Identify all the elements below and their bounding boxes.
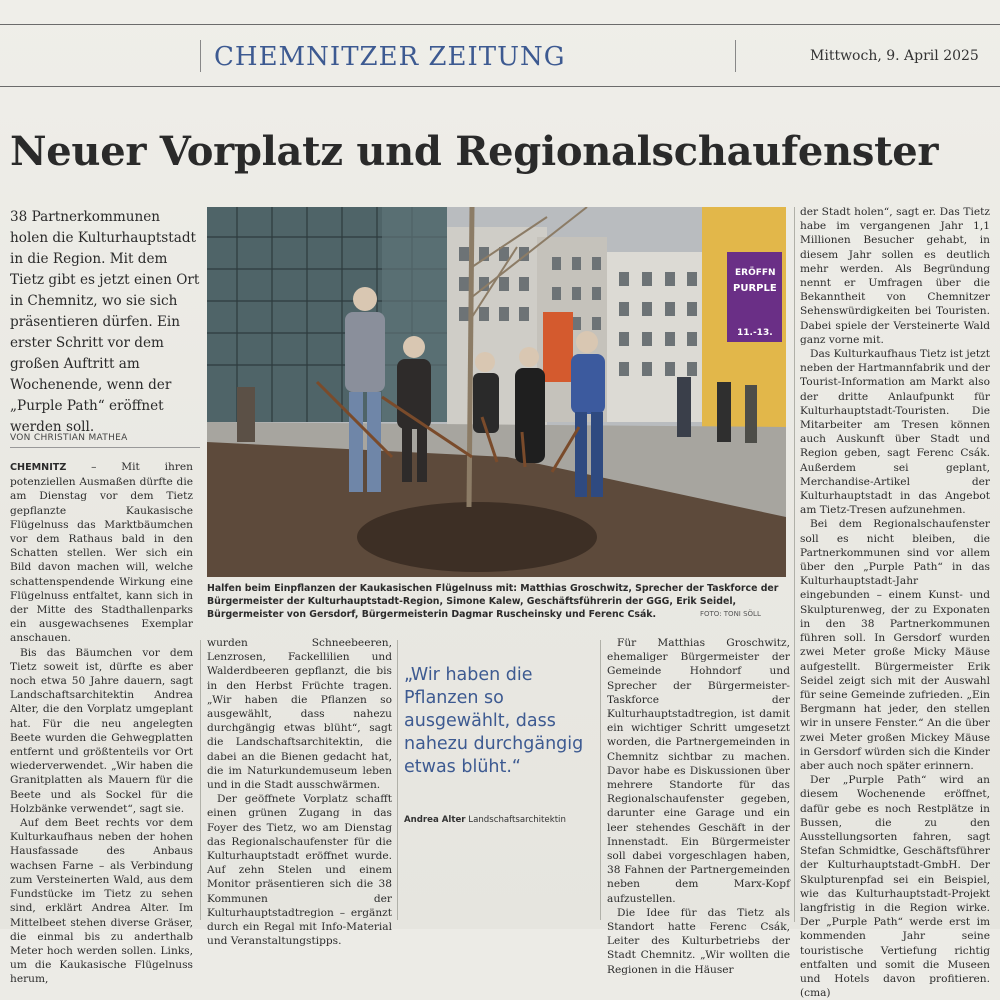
- pull-quote: „Wir haben die Pflanzen so ausgewählt, dass nahezu durchgängig etwas blüht.“: [404, 665, 584, 777]
- column-divider: [794, 207, 795, 922]
- paragraph: Die Idee für das Tietz als Standort hatte Ferenc Csák, Leiter des Kulturbetriebs der Stadt Chemnitz. „Wir wollten die Regionen in die Häuser: [607, 906, 790, 976]
- paragraph-text: – Mit ihren potenziellen Ausmaßen dürfte die am Dienstag vor dem Tietz gepflanzte Kaukasische Flügelnuss das Marktbäumchen vor dem Rathaus bald in den Schatten stellen. Wer sich ein Bild davon machen will, welche schattenspendende Wirkung eine Flügelnuss entfaltet, kann sich in der Mitte des Stadthallenparks ein ausgewachsenes Exemplar anschauen.: [10, 461, 193, 645]
- column-divider: [200, 640, 201, 920]
- paragraph: [10, 460, 193, 646]
- paragraph: Der geöffnete Vorplatz schafft einen grünen Zugang in das Foyer des Tietz, wo am Dienstag das Regionalschaufenster für die Kulturhauptstadt eröffnet wurde. Auf zehn Stelen und einem Monitor präsentieren sich die 38 Kommunen der Kulturhauptstadtregion – ergänzt durch ein Regal mit Info-Material und Veranstaltungstipps.: [207, 793, 392, 948]
- poster-text-3: 11.-13.: [737, 328, 773, 338]
- dateline: CHEMNITZ: [10, 462, 67, 473]
- byline: VON CHRISTIAN MATHEA: [10, 433, 200, 448]
- photo-illustration: [207, 207, 786, 577]
- issue-date: Mittwoch, 9. April 2025: [810, 48, 979, 64]
- paragraph: Auf dem Beet rechts vor dem Kulturkaufhaus neben der hohen Hausfassade des Anbaus wachsen Farne – als Verbindung zum Versteinerten Wald, aus dem Fundstücke im Tietz zu sehen sind, erklärt Andrea Alter. Im Mittelbeet stehen diverse Gräser, die einmal bis zu anderthalb Meter hoch werden sollen. Links, um die Kaukasische Flügelnuss herum,: [10, 817, 193, 986]
- article-photo: [207, 207, 786, 577]
- article-column-1: [10, 460, 193, 987]
- article-column-2: [207, 636, 392, 948]
- article-headline: Neuer Vorplatz und Regionalschaufenster: [10, 128, 939, 175]
- quote-author-name: Andrea Alter: [404, 815, 466, 825]
- column-divider: [397, 640, 398, 920]
- article-column-4: [800, 205, 990, 1000]
- paragraph: der Stadt holen“, sagt er. Das Tietz habe im vergangenen Jahr 1,1 Millionen Besucher gehabt, in diesem Jahr sollen es deutlich mehr werden. Als Begründung nennt er Umfragen über die Bekanntheit von Chemnitzer Sehenswürdigkeiten bei Touristen. Dabei spiele der Versteinerte Wald ganz vorne mit.: [800, 206, 990, 346]
- photo-caption: Halfen beim Einpflanzen der Kaukasischen Flügelnuss mit: Matthias Groschwitz, Sprecher der Taskforce der Bürgermeister der Kulturhauptstadt-Region, Simone Kalew, Geschäftsführerin der GGG, Erik Seidel, Bürgermeister von Gersdorf, Bürgermeisterin Dagmar Ruscheinsky und Ferenc Csák.: [207, 583, 779, 620]
- paragraph: Der „Purple Path“ wird an diesem Wochenende eröffnet, dafür gebe es noch Restplätze in Bussen, die zu den Ausstellungsorten fahren, sagt Stefan Schmidtke, Geschäftsführer der Kulturhauptstadt-GmbH. Der Skulpturenpfad sei ein Beispiel, wie das Kulturhauptstadt-Projekt langfristig in die Region wirke. Der „Purple Path“ werde erst im kommenden Jahr seine touristische Vertiefung richtig entfalten und somit die Museen und Hotels davon profitieren. (cma): [800, 774, 990, 1000]
- top-rule: [0, 24, 1000, 25]
- newspaper-name: CHEMNITZER ZEITUNG: [214, 42, 566, 72]
- photo-credit: FOTO: TONI SÖLL: [700, 610, 761, 618]
- poster-text-1: ERÖFFN: [735, 268, 776, 278]
- poster-text-2: PURPLE: [733, 283, 777, 294]
- quote-author-role: Landschaftsarchitektin: [468, 815, 566, 825]
- masthead-separator-left: [200, 40, 201, 72]
- paragraph: Bis das Bäumchen vor dem Tietz soweit ist, dürfte es aber noch etwa 50 Jahre dauern, sagt Landschaftsarchitektin Andrea Alter, die den Vorplatz umgeplant hat. Für die neu angelegten Beete wurden die Gehwegplatten entfernt und größtenteils vor Ort wiederverwendet. „Wir haben die Granitplatten als Mauern für die Beete und als Sockel für die Holzbänke verwendet“, sagt sie.: [10, 646, 193, 815]
- paragraph: Das Kulturkaufhaus Tietz ist jetzt neben der Hartmannfabrik und der Tourist-Information am Markt also der dritte Anlaufpunkt für Kulturhauptstadt-Touristen. Die Mitarbeiter am Tresen können auch Auskunft über Stadt und Region geben, sagt Ferenc Csák. Außerdem sei geplant, Merchandise-Artikel der Kulturhauptstadt in das Angebot am Tietz-Tresen aufzunehmen.: [800, 348, 990, 517]
- masthead-separator-right: [735, 40, 736, 72]
- paragraph: Bei dem Regionalschaufenster soll es nicht bleiben, die Partnerkommunen sind vor allem über den „Purple Path“ in das Kulturhauptstadt-Jahr eingebunden – einem Kunst- und Skulpturenweg, der zu Exponaten in den 38 Partnerkommunen führen soll. In Gersdorf wurden zwei Meter große Micky Mäuse aufgestellt. Bürgermeister Erik Seidel zeigt sich mit der Auswahl für seine Gemeinde zufrieden. „Ein Bergmann hat jeder, den stellen wir in unsere Fenster.“ An die über zwei Meter großen Mickey Mäuse in Gersdorf würden sich die Kinder aber auch noch später erinnern.: [800, 518, 990, 772]
- quote-author: [404, 815, 566, 825]
- column-divider: [600, 640, 601, 920]
- article-lead: 38 Partnerkommunen holen die Kulturhauptstadt in die Region. Mit dem Tietz gibt es jetzt einen Ort in Chemnitz, wo sie sich präsentieren dürfen. Ein erster Schritt vor dem großen Auftritt am Wochenende, wenn der „Purple Path“ eröffnet werden soll.: [10, 209, 200, 435]
- paragraph: wurden Schneebeeren, Lenzrosen, Fackellilien und Walderdbeeren gepflanzt, die bis in den Herbst Früchte tragen. „Wir haben die Pflanzen so ausgewählt, dass nahezu durchgängig etwas blüht“, sagt die Landschaftsarchitektin, die dabei an die Bienen gedacht hat, die im Naturkundemuseum leben und in die Stadt ausschwärmen.: [207, 637, 392, 792]
- masthead-rule: [0, 86, 1000, 87]
- paragraph: Für Matthias Groschwitz, ehemaliger Bürgermeister der Gemeinde Hohndorf und Sprecher der Bürgermeister-Taskforce der Kulturhauptstadtregion, ist damit ein wichtiger Schritt umgesetzt worden, die Partnergemeinden in Chemnitz sichtbar zu machen. Davor habe es Diskussionen über mehrere Standorte für das Regionalschaufenster gegeben, darunter eine Garage und ein leer stehendes Geschäft in der Innenstadt. Ein Bürgermeister soll dabei vorgeschlagen haben, 38 Fahnen der Partnergemeinden neben dem Marx-Kopf aufzustellen.: [607, 637, 790, 905]
- article-column-3: [607, 636, 790, 977]
